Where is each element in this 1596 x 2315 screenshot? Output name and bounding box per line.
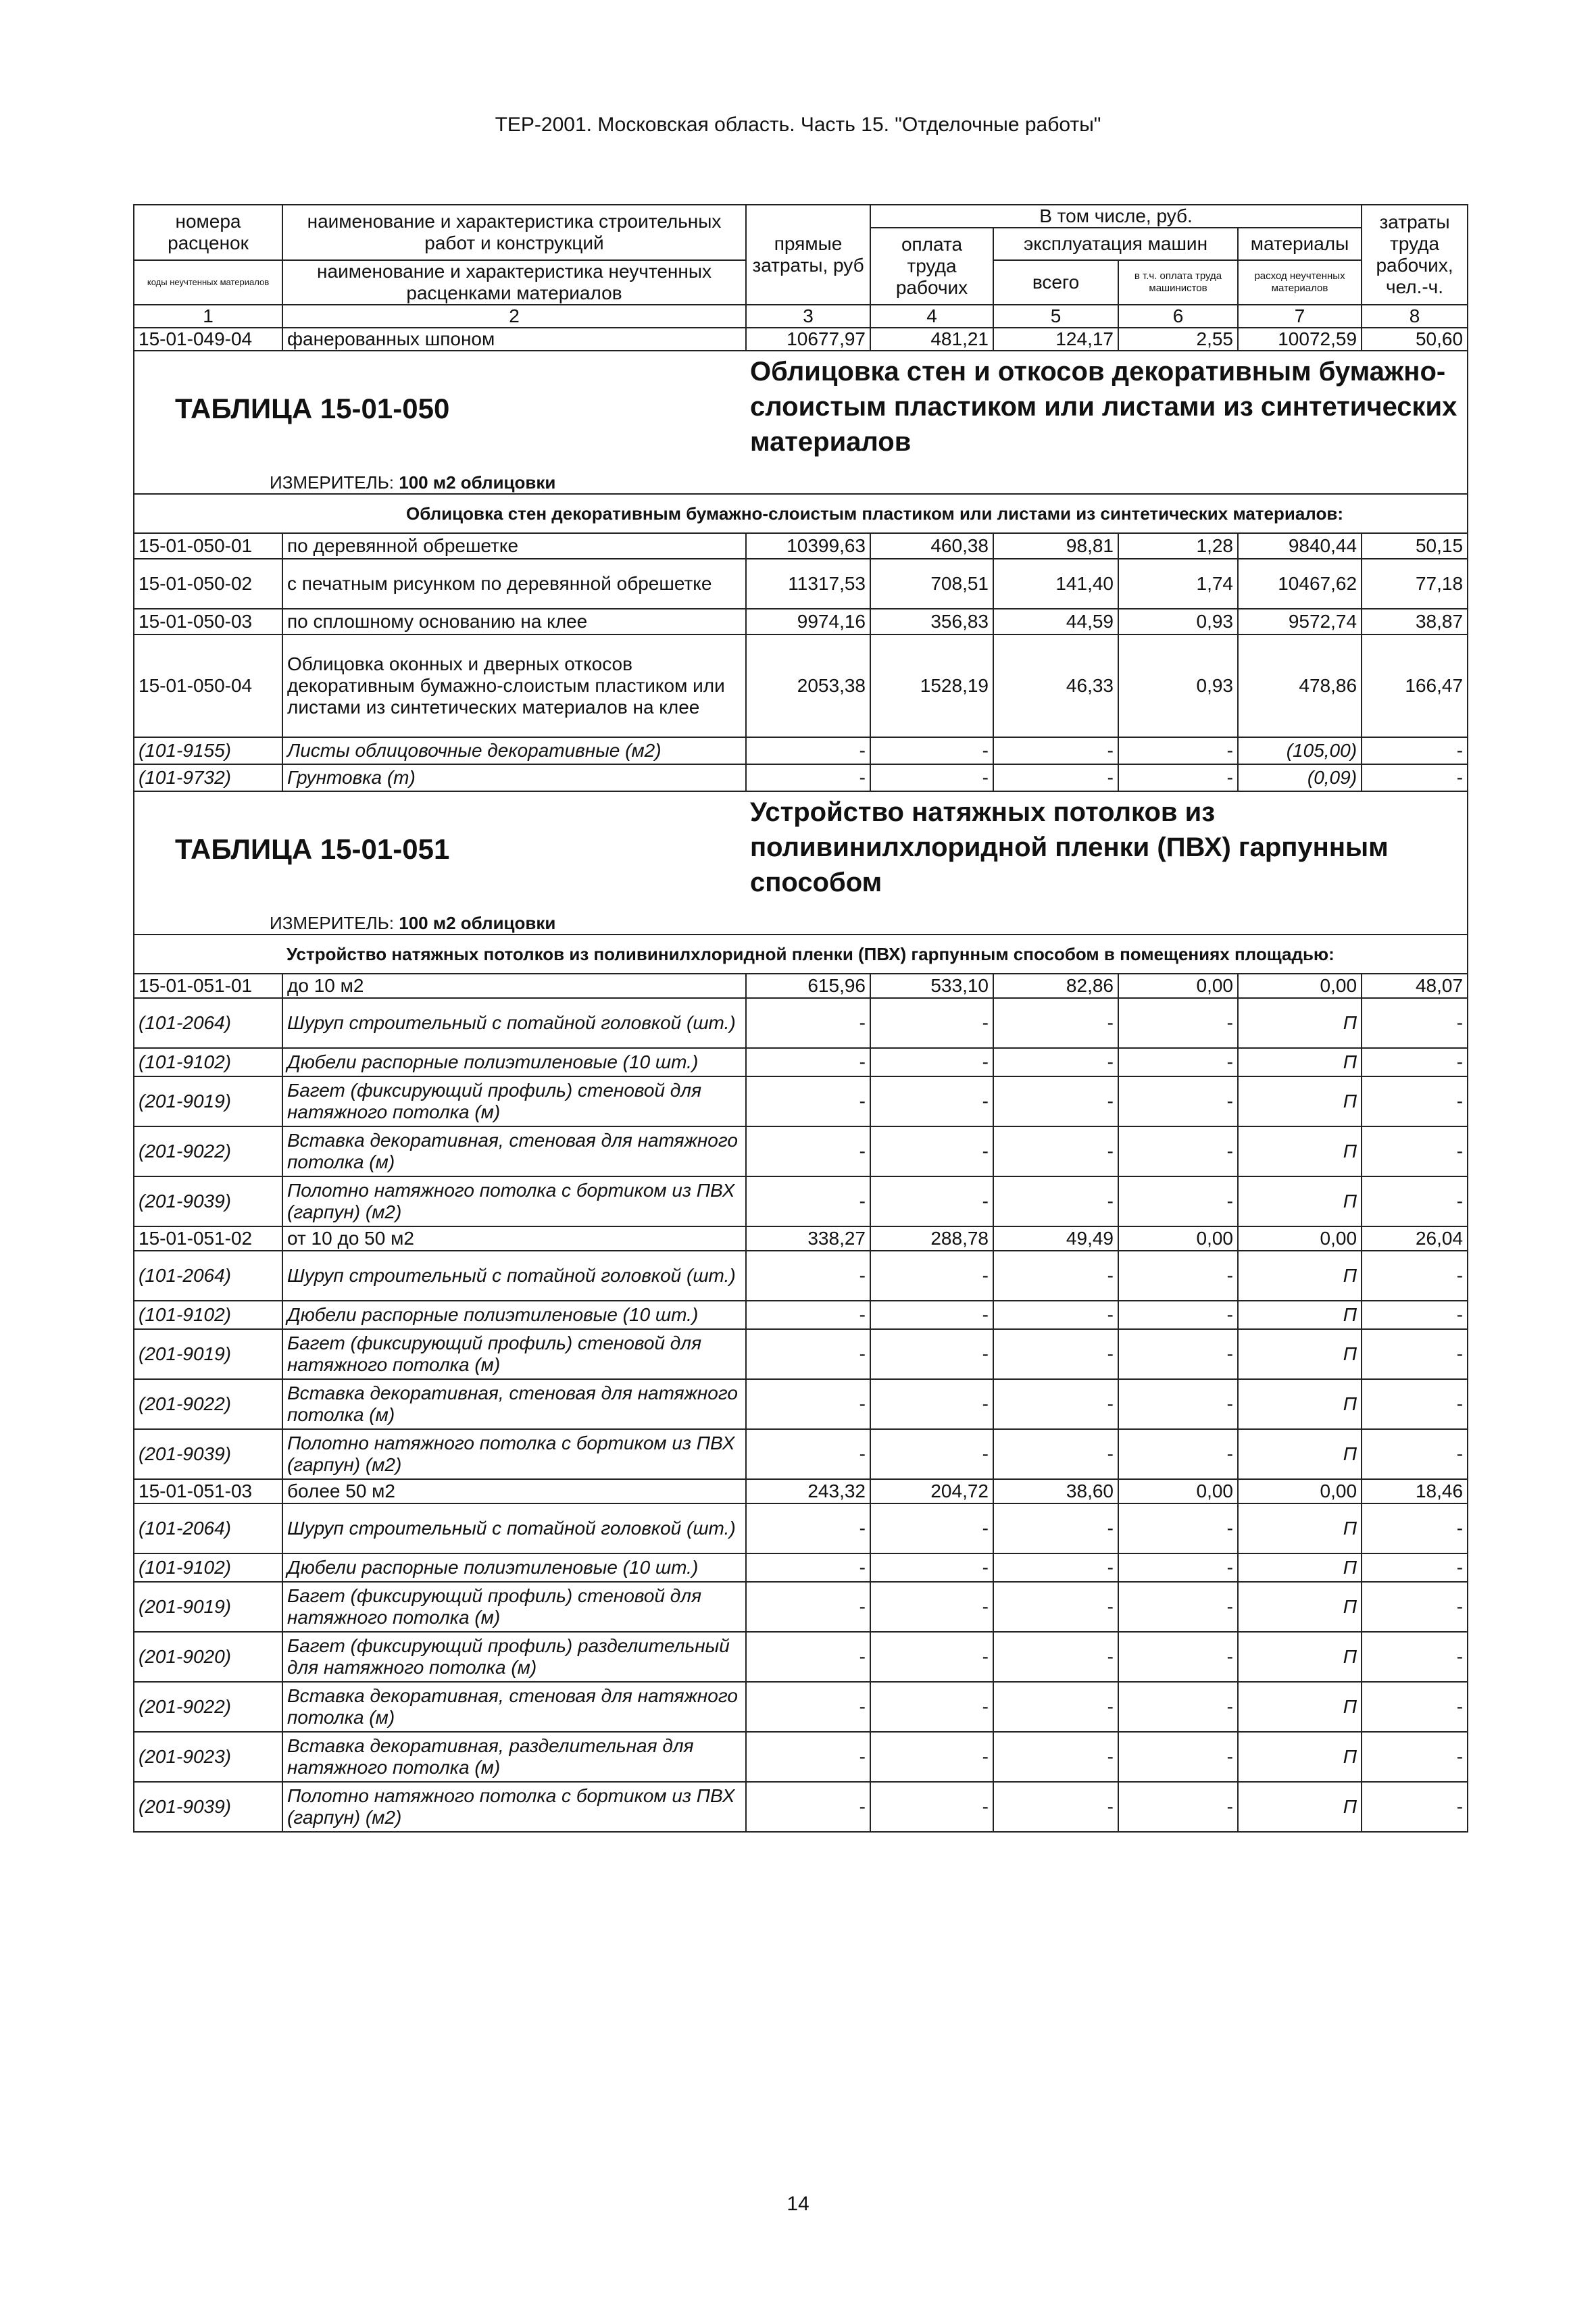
rate-name: до 10 м2 — [282, 974, 746, 998]
material-code: (101-9102) — [134, 1301, 282, 1329]
material-row — [134, 1503, 1468, 1553]
material-name: Шуруп строительный с потайной головкой (шт.) — [282, 1251, 746, 1301]
material-code: (201-9039) — [134, 1176, 282, 1226]
material-code: (101-2064) — [134, 1251, 282, 1301]
cell-machines: 44,59 — [993, 609, 1118, 634]
col-header-materials: материалы — [1238, 228, 1362, 260]
cell-machines: - — [993, 1582, 1118, 1632]
material-row — [134, 1251, 1468, 1301]
material-name: Полотно натяжного потолка с бортиком из ПВХ (гарпун) (м2) — [282, 1176, 746, 1226]
material-row — [134, 1329, 1468, 1379]
cell-machines: - — [993, 1632, 1118, 1682]
col-num-8: 8 — [1362, 305, 1468, 328]
cell-machines: - — [993, 1429, 1118, 1479]
cell-direct: - — [746, 1126, 870, 1176]
cell-direct: - — [746, 1251, 870, 1301]
cell-direct: - — [746, 1379, 870, 1429]
cell-labor: - — [1362, 1503, 1468, 1553]
material-name: Вставка декоративная, стеновая для натяжного потолка (м) — [282, 1379, 746, 1429]
cell-direct: - — [746, 1329, 870, 1379]
material-name: Шуруп строительный с потайной головкой (шт.) — [282, 998, 746, 1048]
cell-labor: - — [1362, 998, 1468, 1048]
cell-wages: - — [870, 1582, 993, 1632]
rate-row — [134, 533, 1468, 559]
rate-code: 15-01-050-04 — [134, 634, 282, 737]
cell-direct: 2053,38 — [746, 634, 870, 737]
cell-direct: - — [746, 1782, 870, 1832]
material-name: Полотно натяжного потолка с бортиком из ПВХ (гарпун) (м2) — [282, 1429, 746, 1479]
col-num-4: 4 — [870, 305, 993, 328]
cell-operators: 1,74 — [1118, 559, 1238, 609]
cell-direct: - — [746, 737, 870, 764]
cell-operators: - — [1118, 1682, 1238, 1732]
cell-wages: - — [870, 1503, 993, 1553]
cell-labor: - — [1362, 1582, 1468, 1632]
material-row — [134, 1176, 1468, 1226]
cell-labor: - — [1362, 764, 1468, 791]
cell-machines: - — [993, 764, 1118, 791]
material-row — [134, 1301, 1468, 1329]
material-code: (201-9019) — [134, 1076, 282, 1126]
material-name: Полотно натяжного потолка с бортиком из ПВХ (гарпун) (м2) — [282, 1782, 746, 1832]
material-name: Багет (фиксирующий профиль) стеновой для натяжного потолка (м) — [282, 1329, 746, 1379]
cell-direct: - — [746, 1682, 870, 1732]
rate-name: фанерованных шпоном — [282, 328, 746, 351]
price-table — [133, 204, 1468, 1833]
material-name: Вставка декоративная, стеновая для натяжного потолка (м) — [282, 1126, 746, 1176]
cell-wages: - — [870, 1329, 993, 1379]
cell-materials: П — [1238, 1632, 1362, 1682]
table-body — [134, 205, 1468, 1832]
material-name: Дюбели распорные полиэтиленовые (10 шт.) — [282, 1553, 746, 1582]
cell-materials: П — [1238, 1582, 1362, 1632]
cell-direct: - — [746, 1553, 870, 1582]
cell-labor: 50,60 — [1362, 328, 1468, 351]
rate-row — [134, 974, 1468, 998]
col-header-labor: затраты труда рабочих, чел.-ч. — [1362, 205, 1468, 305]
rate-code: 15-01-051-01 — [134, 974, 282, 998]
material-name: Багет (фиксирующий профиль) разделительный для натяжного потолка (м) — [282, 1632, 746, 1682]
cell-operators: - — [1118, 737, 1238, 764]
cell-operators: 1,28 — [1118, 533, 1238, 559]
cell-labor: - — [1362, 1251, 1468, 1301]
cell-machines: 124,17 — [993, 328, 1118, 351]
material-row — [134, 998, 1468, 1048]
col-header-direct: прямые затраты, руб — [746, 205, 870, 305]
material-row — [134, 1076, 1468, 1126]
cell-wages: 356,83 — [870, 609, 993, 634]
cell-direct: 10399,63 — [746, 533, 870, 559]
cell-labor: 166,47 — [1362, 634, 1468, 737]
cell-materials: П — [1238, 998, 1362, 1048]
cell-wages: - — [870, 1429, 993, 1479]
cell-wages: 481,21 — [870, 328, 993, 351]
material-code: (101-2064) — [134, 1503, 282, 1553]
measure-unit — [134, 466, 1468, 494]
cell-wages: 288,78 — [870, 1226, 993, 1251]
cell-materials: 9840,44 — [1238, 533, 1362, 559]
rate-name: от 10 до 50 м2 — [282, 1226, 746, 1251]
cell-labor: - — [1362, 1329, 1468, 1379]
cell-materials: П — [1238, 1732, 1362, 1782]
material-code: (101-9732) — [134, 764, 282, 791]
cell-materials: 10467,62 — [1238, 559, 1362, 609]
table-title-row — [134, 791, 1468, 907]
cell-wages: - — [870, 1251, 993, 1301]
cell-direct: 10677,97 — [746, 328, 870, 351]
col-header-name: наименование и характеристика строительных работ и конструкций — [282, 205, 746, 260]
material-code: (201-9039) — [134, 1429, 282, 1479]
col-num-3: 3 — [746, 305, 870, 328]
material-code: (201-9020) — [134, 1632, 282, 1682]
cell-machines: - — [993, 1076, 1118, 1126]
material-row — [134, 1429, 1468, 1479]
material-name: Багет (фиксирующий профиль) стеновой для натяжного потолка (м) — [282, 1582, 746, 1632]
measure-prefix: ИЗМЕРИТЕЛЬ: — [270, 913, 394, 933]
cell-labor: - — [1362, 1732, 1468, 1782]
section-row — [134, 494, 1468, 533]
col-header-codes: номера расценок — [134, 205, 282, 260]
rate-name: по деревянной обрешетке — [282, 533, 746, 559]
cell-materials: П — [1238, 1782, 1362, 1832]
cell-labor: - — [1362, 1048, 1468, 1076]
cell-machines: - — [993, 1301, 1118, 1329]
cell-operators: - — [1118, 1329, 1238, 1379]
cell-direct: - — [746, 1503, 870, 1553]
cell-direct: 615,96 — [746, 974, 870, 998]
cell-labor: 48,07 — [1362, 974, 1468, 998]
cell-labor: 26,04 — [1362, 1226, 1468, 1251]
material-code: (201-9022) — [134, 1682, 282, 1732]
cell-materials: (0,09) — [1238, 764, 1362, 791]
cell-wages: - — [870, 1176, 993, 1226]
rate-row — [134, 634, 1468, 737]
section-spacer — [134, 935, 282, 974]
col-header-group: В том числе, руб. — [870, 205, 1362, 228]
cell-direct: 338,27 — [746, 1226, 870, 1251]
cell-labor: - — [1362, 1126, 1468, 1176]
cell-materials: П — [1238, 1503, 1362, 1553]
cell-direct: - — [746, 764, 870, 791]
cell-direct: - — [746, 1176, 870, 1226]
cell-materials: П — [1238, 1301, 1362, 1329]
measure-row — [134, 907, 1468, 935]
cell-labor: 18,46 — [1362, 1479, 1468, 1503]
rate-code: 15-01-050-01 — [134, 533, 282, 559]
material-code: (201-9019) — [134, 1329, 282, 1379]
section-title: Устройство натяжных потолков из поливинилхлоридной пленки (ПВХ) гарпунным способом в помещениях площадью: — [282, 935, 1468, 974]
cell-materials: 0,00 — [1238, 1479, 1362, 1503]
col-num-2: 2 — [282, 305, 746, 328]
material-name: Шуруп строительный с потайной головкой (шт.) — [282, 1503, 746, 1553]
cell-labor: - — [1362, 1682, 1468, 1732]
cell-machines: - — [993, 1732, 1118, 1782]
cell-wages: - — [870, 1048, 993, 1076]
cell-operators: 2,55 — [1118, 328, 1238, 351]
cell-operators: 0,93 — [1118, 634, 1238, 737]
cell-machines: - — [993, 1782, 1118, 1832]
material-row — [134, 1582, 1468, 1632]
cell-operators: - — [1118, 1632, 1238, 1682]
cell-wages: - — [870, 1732, 993, 1782]
cell-operators: - — [1118, 1732, 1238, 1782]
cell-operators: 0,00 — [1118, 1226, 1238, 1251]
col-num-1: 1 — [134, 305, 282, 328]
cell-materials: П — [1238, 1379, 1362, 1429]
cell-machines: 49,49 — [993, 1226, 1118, 1251]
col-header-wages: оплата труда рабочих — [870, 228, 993, 305]
material-row — [134, 1048, 1468, 1076]
rate-code: 15-01-051-03 — [134, 1479, 282, 1503]
cell-direct: - — [746, 1076, 870, 1126]
material-row — [134, 1782, 1468, 1832]
cell-operators: - — [1118, 1429, 1238, 1479]
cell-wages: - — [870, 1076, 993, 1126]
cell-machines: - — [993, 1682, 1118, 1732]
cell-machines: - — [993, 1251, 1118, 1301]
cell-labor: - — [1362, 1301, 1468, 1329]
cell-materials: (105,00) — [1238, 737, 1362, 764]
cell-materials: 9572,74 — [1238, 609, 1362, 634]
material-code: (101-9102) — [134, 1048, 282, 1076]
cell-direct: - — [746, 1048, 870, 1076]
cell-wages: - — [870, 737, 993, 764]
cell-machines: - — [993, 1503, 1118, 1553]
measure-value: 100 м2 облицовки — [399, 472, 556, 493]
cell-wages: 460,38 — [870, 533, 993, 559]
cell-machines: - — [993, 1553, 1118, 1582]
cell-materials: П — [1238, 1682, 1362, 1732]
material-row — [134, 1632, 1468, 1682]
cell-labor: - — [1362, 1379, 1468, 1429]
cell-labor: - — [1362, 1553, 1468, 1582]
cell-materials: П — [1238, 1176, 1362, 1226]
cell-operators: - — [1118, 1176, 1238, 1226]
cell-wages: 708,51 — [870, 559, 993, 609]
rate-row — [134, 1226, 1468, 1251]
cell-wages: 204,72 — [870, 1479, 993, 1503]
cell-operators: 0,93 — [1118, 609, 1238, 634]
material-row — [134, 1379, 1468, 1429]
cell-operators: 0,00 — [1118, 1479, 1238, 1503]
rate-code: 15-01-051-02 — [134, 1226, 282, 1251]
cell-operators: - — [1118, 1076, 1238, 1126]
measure-value: 100 м2 облицовки — [399, 913, 556, 933]
page-header: ТЕР-2001. Московская область. Часть 15. "Отделочные работы" — [495, 114, 1101, 136]
section-spacer — [134, 494, 282, 533]
material-name: Дюбели распорные полиэтиленовые (10 шт.) — [282, 1301, 746, 1329]
cell-machines: - — [993, 1048, 1118, 1076]
cell-machines: 82,86 — [993, 974, 1118, 998]
material-code: (201-9022) — [134, 1379, 282, 1429]
cell-machines: - — [993, 1176, 1118, 1226]
cell-materials: 0,00 — [1238, 1226, 1362, 1251]
cell-materials: П — [1238, 1048, 1362, 1076]
cell-machines: - — [993, 1126, 1118, 1176]
cell-materials: П — [1238, 1553, 1362, 1582]
material-code: (101-2064) — [134, 998, 282, 1048]
cell-operators: - — [1118, 1301, 1238, 1329]
col-header-operators: в т.ч. оплата труда машинистов — [1118, 260, 1238, 305]
measure-prefix: ИЗМЕРИТЕЛЬ: — [270, 472, 394, 493]
cell-wages: - — [870, 1682, 993, 1732]
cell-operators: - — [1118, 1553, 1238, 1582]
cell-labor: - — [1362, 1429, 1468, 1479]
cell-machines: - — [993, 1329, 1118, 1379]
cell-operators: - — [1118, 1782, 1238, 1832]
cell-materials: П — [1238, 1076, 1362, 1126]
material-code: (201-9019) — [134, 1582, 282, 1632]
cell-machines: 141,40 — [993, 559, 1118, 609]
rate-code: 15-01-049-04 — [134, 328, 282, 351]
cell-machines: - — [993, 737, 1118, 764]
cell-labor: - — [1362, 1782, 1468, 1832]
rate-name: по сплошному основанию на клее — [282, 609, 746, 634]
cell-labor: 77,18 — [1362, 559, 1468, 609]
cell-operators: - — [1118, 1582, 1238, 1632]
col-num-6: 6 — [1118, 305, 1238, 328]
rate-code: 15-01-050-02 — [134, 559, 282, 609]
rate-name: с печатным рисунком по деревянной обрешетке — [282, 559, 746, 609]
table-title: Устройство натяжных потолков из поливинилхлоридной пленки (ПВХ) гарпунным способом — [746, 791, 1468, 907]
cell-operators: 0,00 — [1118, 974, 1238, 998]
material-code: (101-9102) — [134, 1553, 282, 1582]
rate-row — [134, 328, 1468, 351]
rate-row — [134, 559, 1468, 609]
cell-operators: - — [1118, 1379, 1238, 1429]
cell-materials: 0,00 — [1238, 974, 1362, 998]
rate-row — [134, 609, 1468, 634]
cell-wages: - — [870, 1379, 993, 1429]
material-name: Дюбели распорные полиэтиленовые (10 шт.) — [282, 1048, 746, 1076]
cell-machines: 98,81 — [993, 533, 1118, 559]
section-row — [134, 935, 1468, 974]
table-title: Облицовка стен и откосов декоративным бумажно-слоистым пластиком или листами из синтетических материалов — [746, 351, 1468, 466]
cell-direct: 11317,53 — [746, 559, 870, 609]
cell-operators: - — [1118, 1048, 1238, 1076]
material-row — [134, 1553, 1468, 1582]
cell-labor: - — [1362, 1076, 1468, 1126]
cell-materials: 478,86 — [1238, 634, 1362, 737]
cell-direct: - — [746, 1732, 870, 1782]
cell-labor: 50,15 — [1362, 533, 1468, 559]
rate-name: Облицовка оконных и дверных откосов декоративным бумажно-слоистым пластиком или листами из синтетических материалов на клее — [282, 634, 746, 737]
cell-labor: - — [1362, 1176, 1468, 1226]
material-code: (201-9023) — [134, 1732, 282, 1782]
cell-labor: - — [1362, 1632, 1468, 1682]
col-num-5: 5 — [993, 305, 1118, 328]
column-numbers-row — [134, 305, 1468, 328]
cell-materials: 10072,59 — [1238, 328, 1362, 351]
cell-materials: П — [1238, 1329, 1362, 1379]
cell-wages: - — [870, 998, 993, 1048]
cell-machines: - — [993, 998, 1118, 1048]
cell-direct: - — [746, 998, 870, 1048]
table-label: ТАБЛИЦА 15-01-051 — [134, 791, 746, 907]
cell-operators: - — [1118, 1126, 1238, 1176]
cell-operators: - — [1118, 998, 1238, 1048]
table-title-row — [134, 351, 1468, 466]
rate-name: более 50 м2 — [282, 1479, 746, 1503]
col-num-7: 7 — [1238, 305, 1362, 328]
col-header-material-usage: расход неучтенных материалов — [1238, 260, 1362, 305]
cell-materials: П — [1238, 1251, 1362, 1301]
material-code: (201-9022) — [134, 1126, 282, 1176]
cell-direct: - — [746, 1429, 870, 1479]
header-row-1 — [134, 205, 1468, 228]
cell-wages: - — [870, 1782, 993, 1832]
cell-wages: - — [870, 1126, 993, 1176]
rate-row — [134, 1479, 1468, 1503]
cell-wages: - — [870, 1632, 993, 1682]
material-code: (101-9155) — [134, 737, 282, 764]
material-name: Листы облицовочные декоративные (м2) — [282, 737, 746, 764]
cell-materials: П — [1238, 1126, 1362, 1176]
table-label: ТАБЛИЦА 15-01-050 — [134, 351, 746, 466]
cell-direct: 243,32 — [746, 1479, 870, 1503]
measure-unit — [134, 907, 1468, 935]
cell-wages: - — [870, 764, 993, 791]
cell-wages: 1528,19 — [870, 634, 993, 737]
cell-machines: - — [993, 1379, 1118, 1429]
material-row — [134, 1126, 1468, 1176]
col-header-machines: эксплуатация машин — [993, 228, 1238, 260]
measure-row — [134, 466, 1468, 494]
material-name: Грунтовка (т) — [282, 764, 746, 791]
cell-wages: - — [870, 1301, 993, 1329]
cell-machines: 38,60 — [993, 1479, 1118, 1503]
cell-wages: - — [870, 1553, 993, 1582]
material-row — [134, 737, 1468, 764]
cell-operators: - — [1118, 764, 1238, 791]
cell-direct: - — [746, 1301, 870, 1329]
material-name: Вставка декоративная, стеновая для натяжного потолка (м) — [282, 1682, 746, 1732]
cell-operators: - — [1118, 1503, 1238, 1553]
col-header-material-names: наименование и характеристика неучтенных расценками материалов — [282, 260, 746, 305]
cell-materials: П — [1238, 1429, 1362, 1479]
cell-direct: 9974,16 — [746, 609, 870, 634]
material-code: (201-9039) — [134, 1782, 282, 1832]
cell-direct: - — [746, 1632, 870, 1682]
col-header-machines-total: всего — [993, 260, 1118, 305]
cell-machines: 46,33 — [993, 634, 1118, 737]
section-title: Облицовка стен декоративным бумажно-слоистым пластиком или листами из синтетических материалов: — [282, 494, 1468, 533]
col-header-material-codes: коды неучтенных материалов — [134, 260, 282, 305]
page-number: 14 — [787, 2193, 809, 2215]
cell-labor: - — [1362, 737, 1468, 764]
cell-direct: - — [746, 1582, 870, 1632]
material-row — [134, 764, 1468, 791]
material-row — [134, 1732, 1468, 1782]
cell-operators: - — [1118, 1251, 1238, 1301]
cell-labor: 38,87 — [1362, 609, 1468, 634]
material-name: Багет (фиксирующий профиль) стеновой для натяжного потолка (м) — [282, 1076, 746, 1126]
material-row — [134, 1682, 1468, 1732]
rate-code: 15-01-050-03 — [134, 609, 282, 634]
material-name: Вставка декоративная, разделительная для натяжного потолка (м) — [282, 1732, 746, 1782]
cell-wages: 533,10 — [870, 974, 993, 998]
